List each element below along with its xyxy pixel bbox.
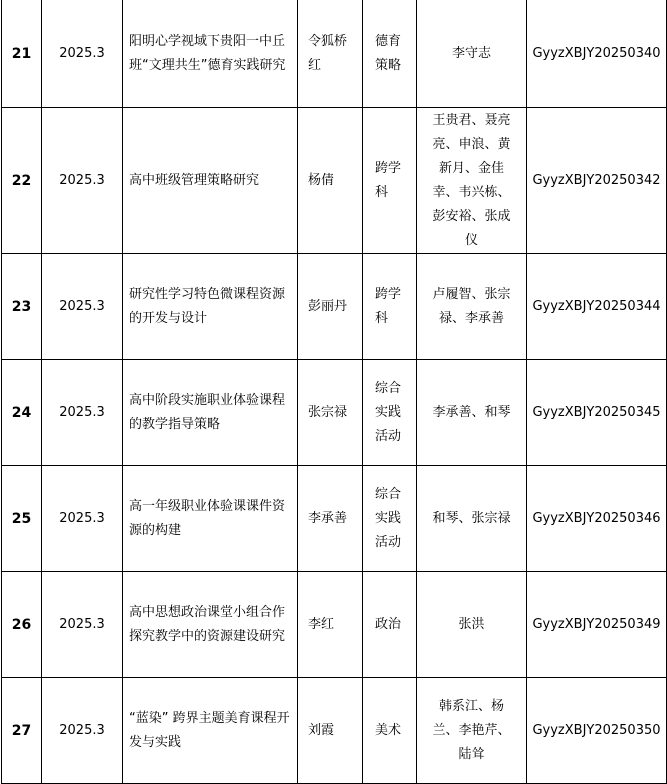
project-members: 韩系江、杨兰、李艳芹、陆耸	[417, 678, 527, 784]
row-date: 2025.3	[42, 0, 123, 108]
project-code: GyyzXBJY20250344	[527, 254, 667, 360]
project-subject: 跨学科	[363, 108, 417, 254]
project-title: 阳明心学视域下贵阳一中丘班“文理共生”德育实践研究	[123, 0, 298, 108]
project-leader: 杨倩	[298, 108, 363, 254]
project-title: 高中阶段实施职业体验课程的教学指导策略	[123, 360, 298, 466]
row-date: 2025.3	[42, 108, 123, 254]
row-number: 22	[2, 108, 42, 254]
project-members: 王贵君、聂亮亮、申浪、黄新月、金佳幸、韦兴栋、彭安裕、张成仪	[417, 108, 527, 254]
project-code: GyyzXBJY20250349	[527, 572, 667, 678]
project-leader: 彭丽丹	[298, 254, 363, 360]
row-date: 2025.3	[42, 360, 123, 466]
project-leader: 刘霞	[298, 678, 363, 784]
project-title: 研究性学习特色微课程资源的开发与设计	[123, 254, 298, 360]
row-date: 2025.3	[42, 466, 123, 572]
project-subject: 美术	[363, 678, 417, 784]
row-number: 21	[2, 0, 42, 108]
project-code: GyyzXBJY20250350	[527, 678, 667, 784]
project-title: 高中思想政治课堂小组合作探究教学中的资源建设研究	[123, 572, 298, 678]
project-members: 和琴、张宗禄	[417, 466, 527, 572]
project-code: GyyzXBJY20250345	[527, 360, 667, 466]
project-subject: 综合实践活动	[363, 466, 417, 572]
table-row	[2, 0, 667, 108]
project-leader: 李承善	[298, 466, 363, 572]
project-subject: 政治	[363, 572, 417, 678]
project-leader: 令狐桥红	[298, 0, 363, 108]
project-leader: 李红	[298, 572, 363, 678]
project-title: 高一年级职业体验课课件资源的构建	[123, 466, 298, 572]
row-number: 24	[2, 360, 42, 466]
row-number: 23	[2, 254, 42, 360]
project-subject: 综合实践活动	[363, 360, 417, 466]
row-number: 27	[2, 678, 42, 784]
row-date: 2025.3	[42, 678, 123, 784]
row-number: 26	[2, 572, 42, 678]
table-row	[2, 572, 667, 678]
project-members: 李守志	[417, 0, 527, 108]
table-row	[2, 466, 667, 572]
project-members: 李承善、和琴	[417, 360, 527, 466]
project-code: GyyzXBJY20250342	[527, 108, 667, 254]
project-members: 卢履智、张宗禄、李承善	[417, 254, 527, 360]
project-code: GyyzXBJY20250346	[527, 466, 667, 572]
project-subject: 跨学科	[363, 254, 417, 360]
row-date: 2025.3	[42, 254, 123, 360]
project-title: “蓝染” 跨界主题美育课程开发与实践	[123, 678, 298, 784]
table-row	[2, 360, 667, 466]
project-table	[1, 0, 667, 784]
project-members: 张洪	[417, 572, 527, 678]
project-leader: 张宗禄	[298, 360, 363, 466]
row-number: 25	[2, 466, 42, 572]
project-title: 高中班级管理策略研究	[123, 108, 298, 254]
project-subject: 德育策略	[363, 0, 417, 108]
project-code: GyyzXBJY20250340	[527, 0, 667, 108]
row-date: 2025.3	[42, 572, 123, 678]
table-row	[2, 254, 667, 360]
table-row	[2, 108, 667, 254]
table-row	[2, 678, 667, 784]
